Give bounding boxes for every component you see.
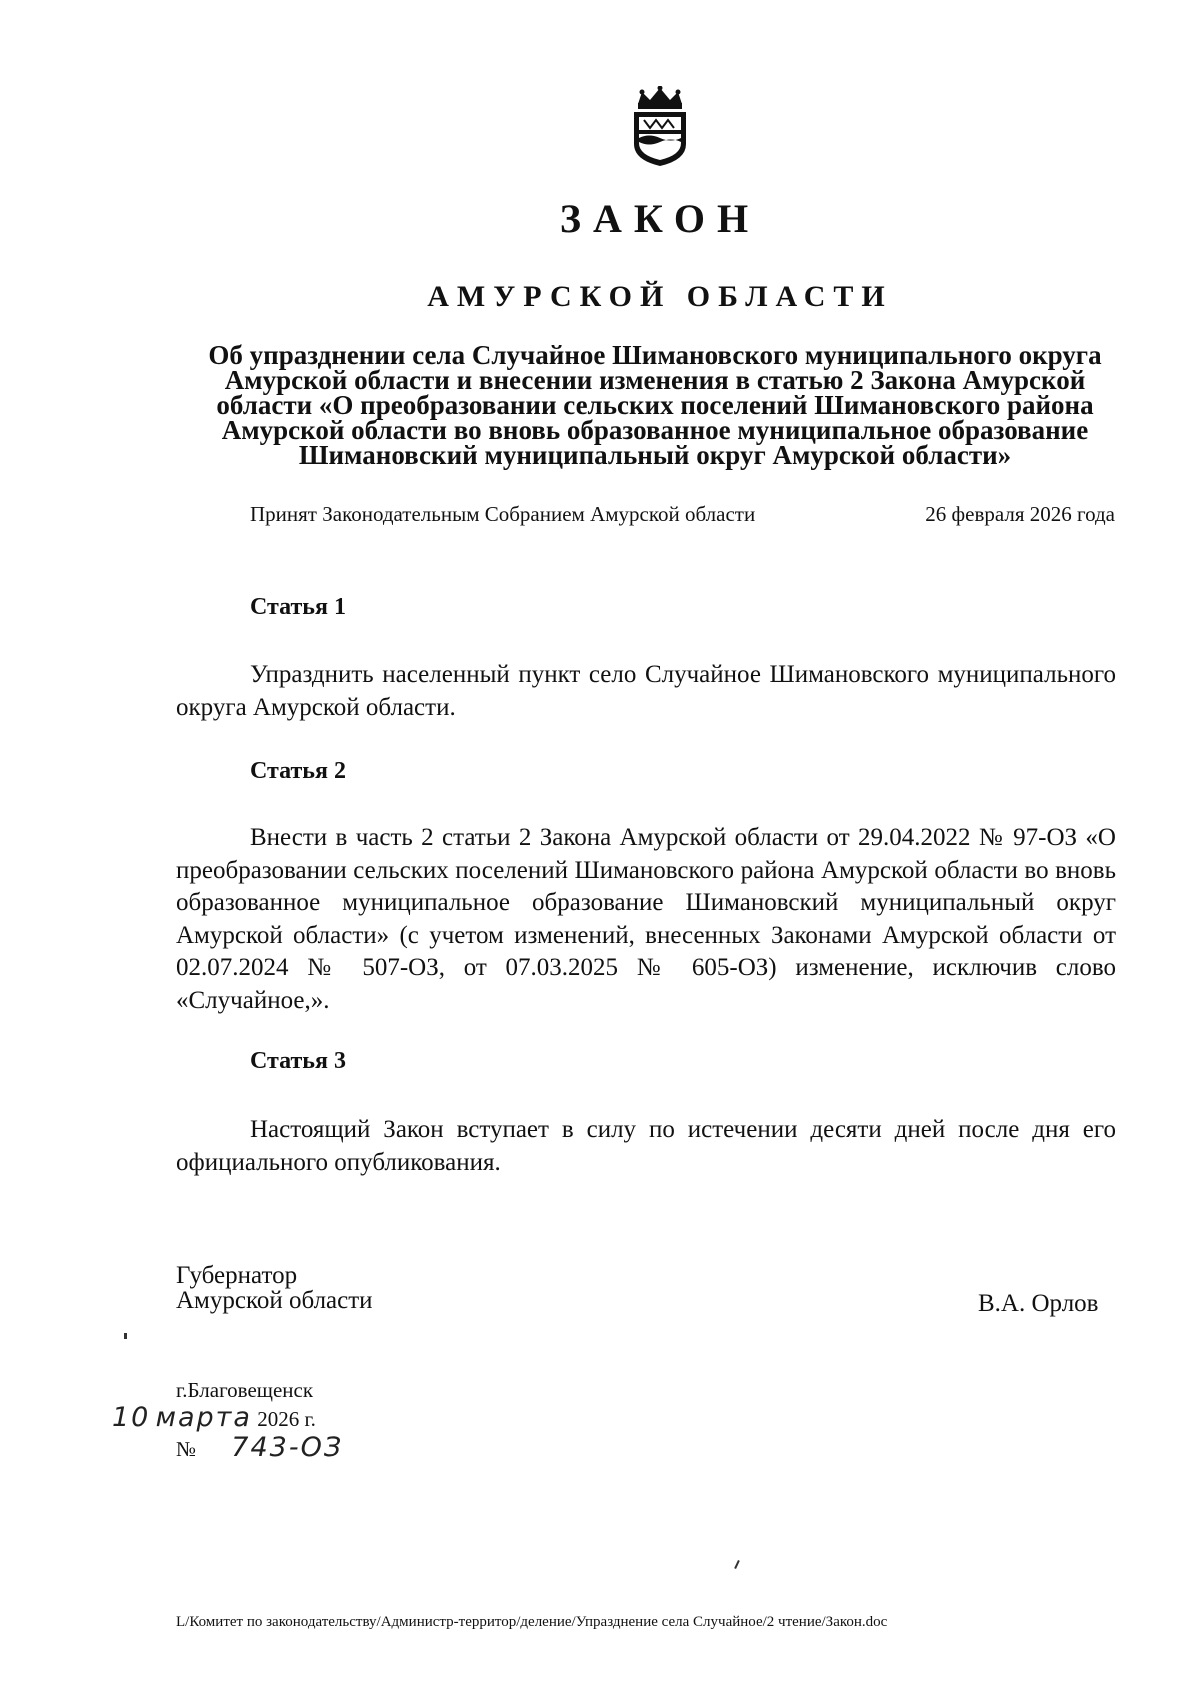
amur-oblast-emblem-icon	[628, 86, 692, 168]
document-title: ЗАКОН	[559, 196, 761, 241]
handwritten-number: 743-ОЗ	[231, 1432, 344, 1463]
issuance-number	[176, 1432, 343, 1463]
signatory-position	[176, 1263, 373, 1313]
article-2-heading: Статья 2	[250, 758, 346, 784]
signatory-name: В.А. Орлов	[978, 1290, 1099, 1317]
handwritten-day: 10	[112, 1402, 151, 1433]
number-prefix: №	[176, 1437, 197, 1461]
scan-speck	[734, 1560, 740, 1569]
issuance-place: г.Благовещенск	[176, 1378, 314, 1402]
signatory-position-line1: Губернатор	[176, 1262, 298, 1289]
signatory-position-line2: Амурской области	[176, 1287, 373, 1314]
scan-speck	[124, 1333, 127, 1339]
law-subject: Об упразднении села Случайное Шимановского муниципального округа Амурской области и внесении изменения в статью 2 Закона Амурской области «О преобразовании сельских поселений Шимановского района Амурской области во вновь образованное муниципальное образование Шимановский муниципальный округ Амурской области»	[208, 340, 1102, 470]
article-3-text: Настоящий Закон вступает в силу по истечении десяти дней после дня его официального опубликования.	[176, 1116, 1116, 1176]
issuance-year: 2026 г.	[257, 1407, 316, 1431]
document-subtitle: АМУРСКОЙ ОБЛАСТИ	[427, 280, 893, 313]
article-1-heading: Статья 1	[250, 594, 346, 620]
article-1-text: Упразднить населенный пункт село Случайное Шимановского муниципального округа Амурской области.	[176, 661, 1116, 721]
article-2-text: Внести в часть 2 статьи 2 Закона Амурской области от 29.04.2022 № 97-ОЗ «О преобразовании сельских поселений Шимановского района Амурской области во вновь образованное муниципальное образование Шимановский муниципальный округ Амурской области» (с учетом изменений, внесенных Законами Амурской области от 02.07.2024 № 507-ОЗ, от 07.03.2025 № 605-ОЗ) изменение, исключив слово «Случайное,».	[176, 824, 1116, 1014]
file-path-footer: L/Комитет по законодательству/Администр-территор/деление/Упразднение села Случайное/2 чтение/Закон.doc	[176, 1614, 888, 1630]
handwritten-month: марта	[155, 1402, 252, 1433]
adopted-date: 26 февраля 2026 года	[925, 502, 1115, 526]
adopted-by: Принят Законодательным Собранием Амурской области	[250, 502, 756, 526]
adoption-line	[250, 502, 1115, 527]
article-3-heading: Статья 3	[250, 1048, 346, 1074]
issuance-date	[112, 1402, 316, 1433]
